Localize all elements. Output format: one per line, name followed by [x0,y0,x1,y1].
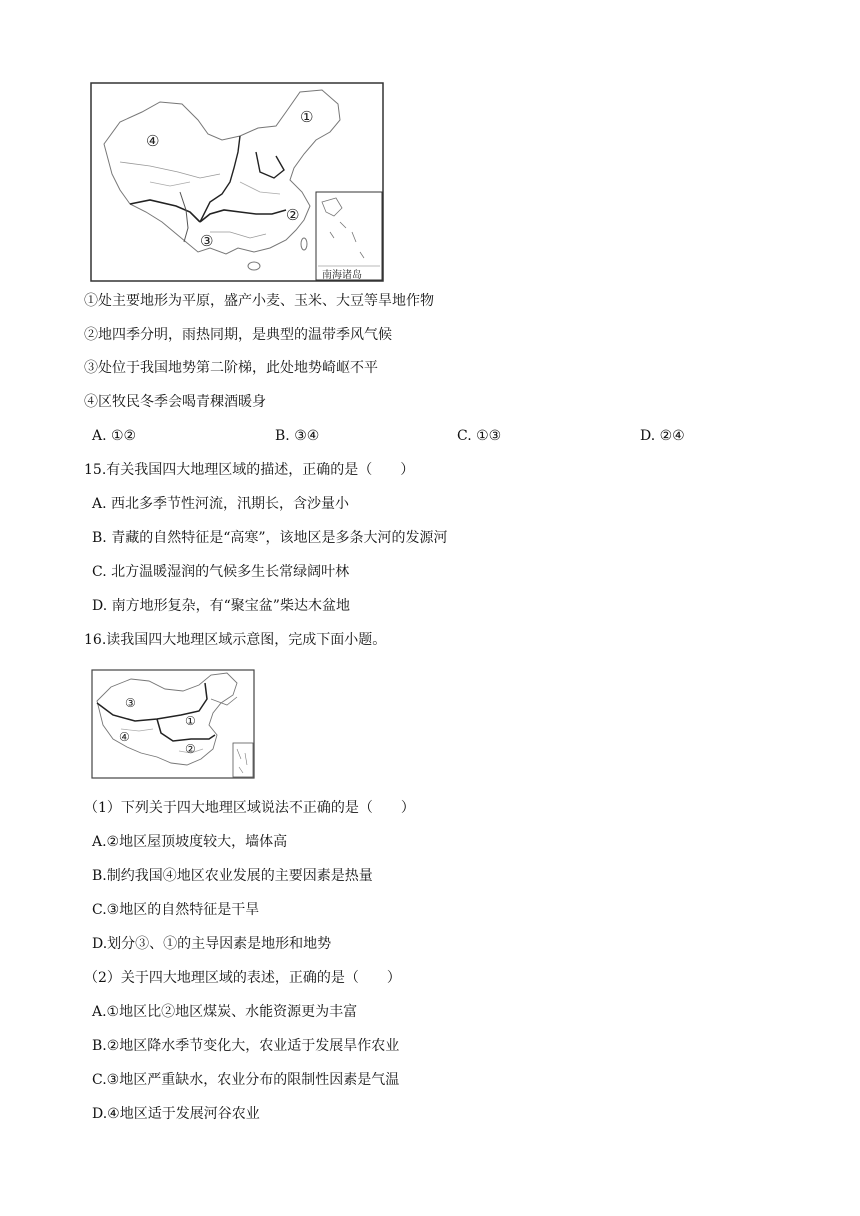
map2-label-4: ④ [119,730,130,744]
map2-label-2: ② [185,742,196,756]
q16-sub1-option-c[interactable]: C.③地区的自然特征是干旱 [92,902,260,918]
q16-stem: 16.读我国四大地理区域示意图，完成下面小题。 [84,632,387,648]
china-regions-map [91,669,255,779]
map1-label-4: ④ [146,132,160,150]
map1-label-3: ③ [200,232,214,250]
q16-sub2-option-b[interactable]: B.②地区降水季节变化大，农业适于发展旱作农业 [92,1038,400,1054]
q14-statement-3: ③处位于我国地势第二阶梯，此处地势崎岖不平 [84,360,378,376]
q16-sub1-stem: （1）下列关于四大地理区域说法不正确的是（ ） [84,800,415,816]
q16-sub1-option-b[interactable]: B.制约我国④地区农业发展的主要因素是热量 [92,868,373,884]
map2-label-1: ① [185,714,196,728]
q14-statement-4: ④区牧民冬季会喝青稞酒暖身 [84,394,266,410]
map1-label-1: ① [300,108,314,126]
q15-stem: 15.有关我国四大地理区域的描述，正确的是（ ） [84,462,415,478]
china-map-1 [90,82,384,282]
q16-sub1-option-d[interactable]: D.划分③、①的主导因素是地形和地势 [92,936,332,952]
q16-sub2-stem: （2）关于四大地理区域的表述，正确的是（ ） [84,970,401,986]
q14-option-a[interactable]: A. ①② [92,428,137,444]
q14-option-b[interactable]: B. ③④ [275,428,320,444]
q15-option-a[interactable]: A. 西北多季节性河流，汛期长，含沙量小 [92,496,350,512]
q16-sub2-option-d[interactable]: D.④地区适于发展河谷农业 [92,1106,260,1122]
map1-label-2: ② [286,206,300,224]
q14-statement-1: ①处主要地形为平原，盛产小麦、玉米、大豆等旱地作物 [84,293,434,309]
map2-label-3: ③ [125,696,136,710]
inset-label: 南海诸岛 [322,270,362,281]
q15-option-b[interactable]: B. 青藏的自然特征是“高寒”，该地区是多条大河的发源河 [92,530,448,546]
q16-sub2-option-c[interactable]: C.③地区严重缺水，农业分布的限制性因素是气温 [92,1072,400,1088]
q16-sub2-option-a[interactable]: A.①地区比②地区煤炭、水能资源更为丰富 [92,1004,358,1020]
q14-option-d[interactable]: D. ②④ [640,428,685,444]
q16-sub1-option-a[interactable]: A.②地区屋顶坡度较大，墙体高 [92,834,288,850]
q15-option-c[interactable]: C. 北方温暖湿润的气候多生长常绿阔叶林 [92,564,350,580]
q15-option-d[interactable]: D. 南方地形复杂，有“聚宝盆”柴达木盆地 [92,598,350,614]
q14-option-c[interactable]: C. ①③ [457,428,502,444]
q14-statement-2: ②地四季分明，雨热同期，是典型的温带季风气候 [84,327,392,343]
